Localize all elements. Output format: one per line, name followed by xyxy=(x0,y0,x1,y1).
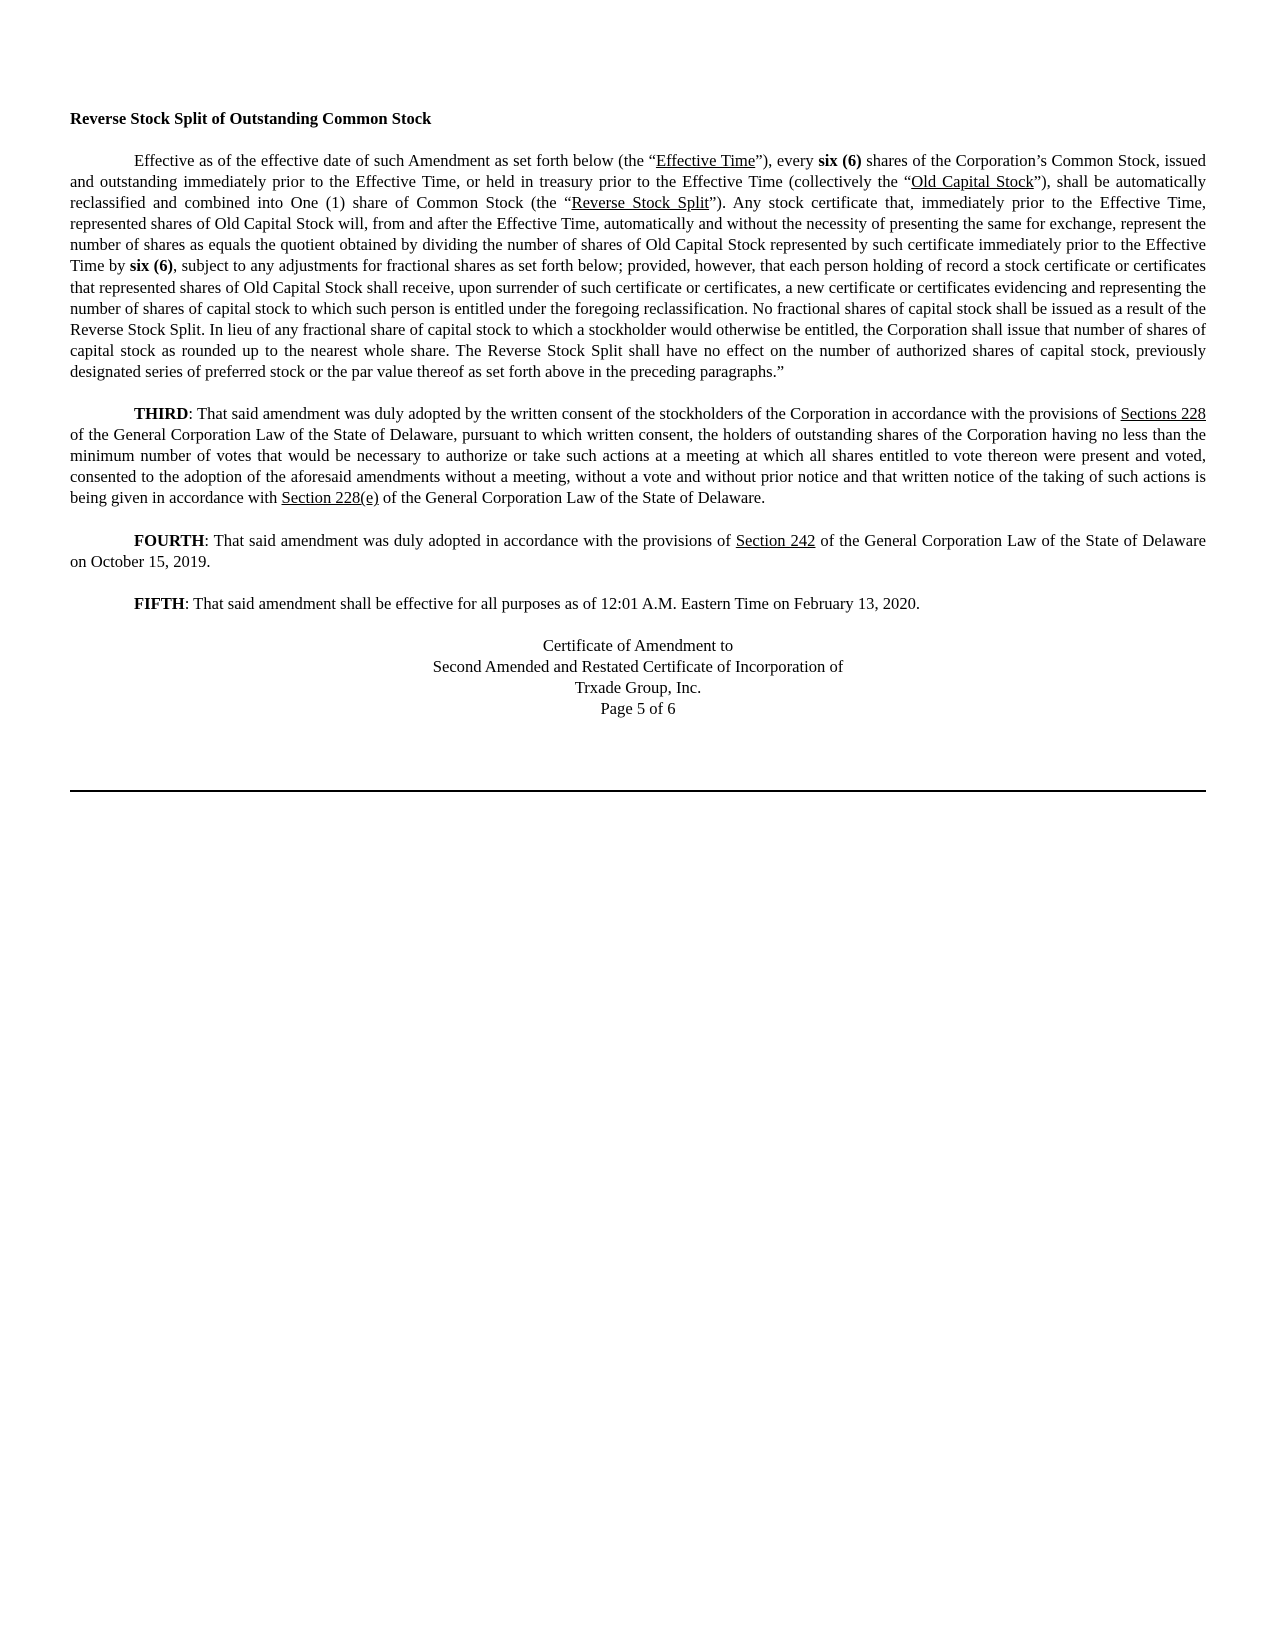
fourth-paragraph xyxy=(70,530,1206,572)
text-run: of the General Corporation Law of the State of Delaware on October 15, 2019. xyxy=(70,530,1206,571)
footer-line-2: Second Amended and Restated Certificate of Incorporation of xyxy=(432,656,844,676)
paragraph-label: THIRD xyxy=(134,404,189,424)
document-page xyxy=(70,108,1206,720)
text-run: : That said amendment shall be effective for all purposes as of 12:01 A.M. Eastern Time on February 13, 2020. xyxy=(184,593,921,613)
footer-line-3: Trxade Group, Inc. xyxy=(574,678,702,698)
page-divider xyxy=(70,790,1206,792)
text-run: Effective as of the effective date of such Amendment as set forth below (the “ xyxy=(134,151,656,170)
page-footer xyxy=(70,635,1206,720)
paragraph-label: FOURTH xyxy=(134,530,205,550)
footer-line-1: Certificate of Amendment to xyxy=(542,635,734,655)
text-run: : That said amendment was duly adopted by the written consent of the stockholders of the Corporation in accordance with the provisions of xyxy=(188,404,1121,424)
text-run: of the General Corporation Law of the State of Delaware, pursuant to which written consent, the holders of outstanding shares of the Corporation having no less than the minimum number of votes that would be necessary to authorize or take such actions at a meeting at which all shares entitled to vote thereon were present and voted, consented to the adoption of the aforesaid amendments without a meeting, without a vote and without prior notice and that written notice of the taking of such actions is being given in accordance with xyxy=(70,425,1206,508)
text-run: ”). Any stock certificate that, immediately prior to the Effective Time, represented shares of Old Capital Stock will, from and after the Effective Time, automatically and without the necessity of presenting the same for exchange, represent the number of shares as equals the quotient obtained by dividing the number of shares of Old Capital Stock represented by such certificate immediately prior to the Effective Time by xyxy=(70,193,1206,276)
third-paragraph xyxy=(70,403,1206,508)
text-run: of the General Corporation Law of the State of Delaware. xyxy=(378,488,766,508)
statute-reference: Sections 228 xyxy=(1120,404,1206,424)
statute-reference: Section 228(e) xyxy=(281,488,379,508)
paragraph-label: FIFTH xyxy=(134,593,185,613)
fifth-paragraph xyxy=(70,593,1206,614)
text-run: , subject to any adjustments for fractional shares as set forth below; provided, however, that each person holding of record a stock certificate or certificates that represented shares of Old Capital Stock shall receive, upon surrender of such certificate or certificates, a new certificate or certificates evidencing and representing the number of shares of capital stock to which such person is entitled under the foregoing reclassification. No fractional shares of capital stock shall be issued as a result of the Reverse Stock Split. In lieu of any fractional share of capital stock to which a stockholder would otherwise be entitled, the Corporation shall issue that number of shares of capital stock as rounded up to the nearest whole share. The Reverse Stock Split shall have no effect on the number of authorized shares of capital stock, previously designated series of preferred stock or the par value thereof as set forth above in the preceding paragraphs.” xyxy=(70,256,1206,381)
text-run: ”), shall be automatically reclassified and combined into One (1) share of Common Stock (the “ xyxy=(70,172,1207,213)
text-run: ”), every xyxy=(755,151,819,170)
emphasis: six (6) xyxy=(818,151,862,170)
defined-term: Effective Time xyxy=(655,151,756,170)
defined-term: Old Capital Stock xyxy=(911,172,1034,192)
emphasis: six (6) xyxy=(129,256,174,276)
reverse-split-paragraph xyxy=(70,150,1206,382)
section-heading: Reverse Stock Split of Outstanding Common Stock xyxy=(70,109,432,128)
statute-reference: Section 242 xyxy=(735,530,816,550)
page-number: Page 5 of 6 xyxy=(600,699,676,719)
defined-term: Reverse Stock Split xyxy=(571,193,710,213)
text-run: shares of the Corporation’s Common Stock, issued and outstanding immediately prior to the Effective Time, or held in treasury prior to the Effective Time (collectively the “ xyxy=(70,151,1206,192)
text-run: : That said amendment was duly adopted in accordance with the provisions of xyxy=(204,530,736,550)
